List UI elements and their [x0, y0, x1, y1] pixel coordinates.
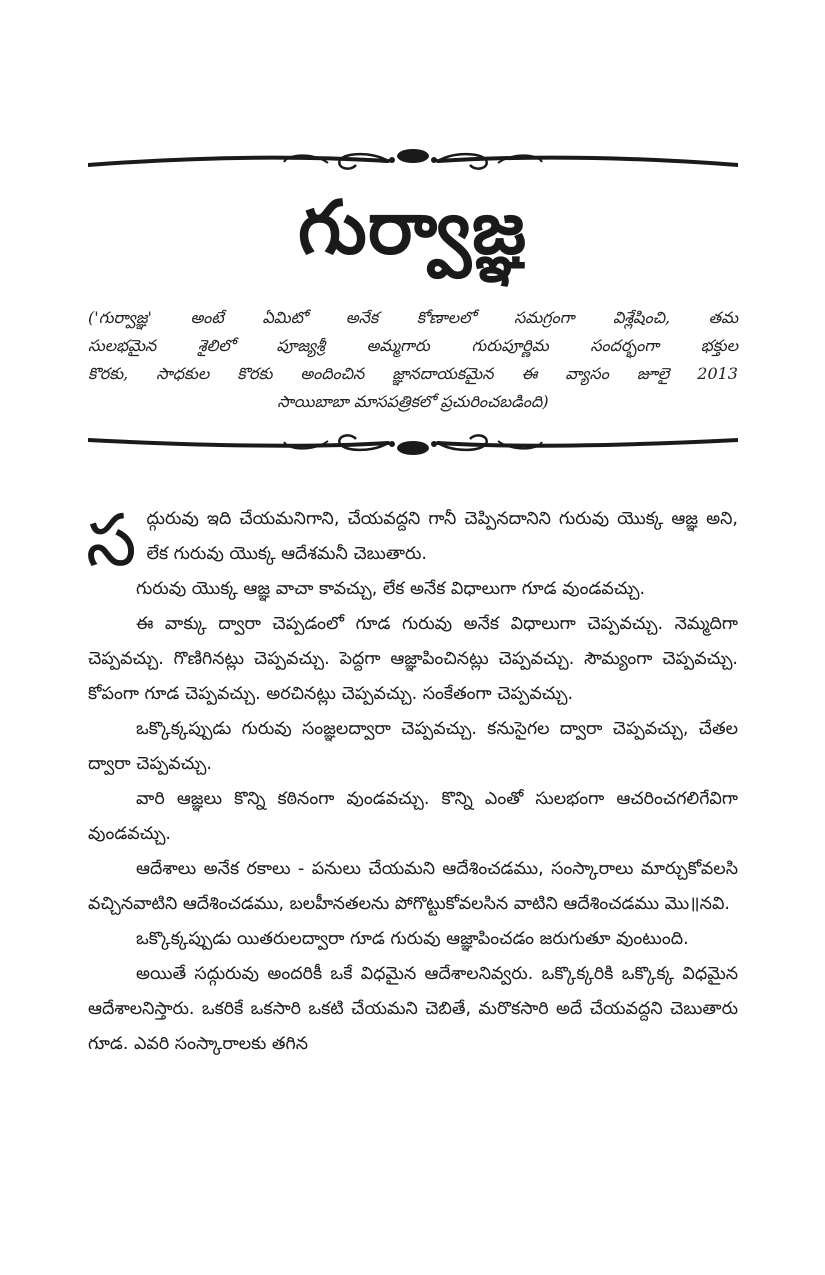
paragraph: ఈ వాక్కు ద్వారా చెప్పడంలో గూడ గురువు అనేక విధాలుగా చెప్పవచ్చు. నెమ్మదిగా చెప్పవచ్చు. గొణిగినట్లు చెప్పవచ్చు. పెద్దగా ఆజ్ఞాపించినట్లు చెప్పవచ్చు. సౌమ్యంగా చెప్పవచ్చు. కోపంగా గూడ చెప్పవచ్చు. అరచినట్లు చెప్పవచ్చు. సంకేతంగా చెప్పవచ్చు.	[88, 614, 738, 704]
bottom-ornament-divider	[88, 424, 738, 468]
intro-line: సులభమైన శైలిలో పూజ్యశ్రీ అమ్మగారు గురుపూర్ణిమ సందర్భంగా భక్తుల	[88, 336, 738, 355]
intro-line: ('గుర్వాజ్ఞ' అంటే ఏమిటో అనేక కోణాలలో సమగ్రంగా విశ్లేషించి, తమ	[88, 308, 738, 327]
paragraph: ఒక్కొక్కప్పుడు యితరులద్వారా గూడ గురువు ఆజ్ఞాపించడం జరుగుతూ వుంటుంది.	[136, 929, 689, 949]
paragraph: వారి ఆజ్ఞలు కొన్ని కఠినంగా వుండవచ్చు. కొన్ని ఎంతో సులభంగా ఆచరించగలిగేవిగా వుండవచ్చు.	[88, 789, 738, 844]
top-ornament-divider	[88, 134, 738, 178]
paragraph: ఆదేశాలు అనేక రకాలు - పనులు చేయమని ఆదేశించడము, సంస్కారాలు మార్చుకోవలసి వచ్చినవాటిని ఆదేశించడము, బలహీనతలను పోగొట్టుకోవలసిన వాటిని ఆదేశించడము మొ॥నవి.	[88, 859, 738, 914]
intro-line: సాయిబాబా మాసపత్రికలో ప్రచురించబడింది)	[277, 392, 549, 411]
paragraph-text: ద్గురువు ఇది చేయమనిగాని, చేయవద్దని గానీ చెప్పినదానిని గురువు యొక్క ఆజ్ఞ అని, లేక గురువు యొక్క ఆదేశమనీ చెబుతారు.	[146, 509, 738, 564]
article-intro-note	[88, 304, 738, 416]
article-body	[86, 498, 738, 1062]
intro-line: కొరకు, సాధకుల కొరకు అందించిన జ్ఞానదాయకమైన ఈ వ్యాసం జూలై 2013	[88, 364, 738, 383]
drop-cap: స	[86, 498, 137, 582]
paragraph: అయితే సద్గురువు అందరికీ ఒకే విధమైన ఆదేశాలనివ్వరు. ఒక్కొక్కరికి ఒక్కొక్క విధమైన ఆదేశాలనిస్తారు. ఒకరికే ఒకసారి ఒకటి చేయమని చెబితే, మరొకసారి అదే చేయవద్దని చెబుతారు గూడ. ఎవరి సంస్కారాలకు తగిన	[88, 964, 738, 1054]
paragraph: గురువు యొక్క ఆజ్ఞ వాచా కావచ్చు, లేక అనేక విధాలుగా గూడ వుండవచ్చు.	[136, 579, 646, 599]
page-title: గుర్వాజ్ఞ	[297, 185, 528, 271]
paragraph: ఒక్కొక్కప్పుడు గురువు సంజ్ఞలద్వారా చెప్పవచ్చు. కనుసైగల ద్వారా చెప్పవచ్చు, చేతల ద్వారా చెప్పవచ్చు.	[88, 719, 738, 774]
paragraph	[86, 498, 738, 582]
